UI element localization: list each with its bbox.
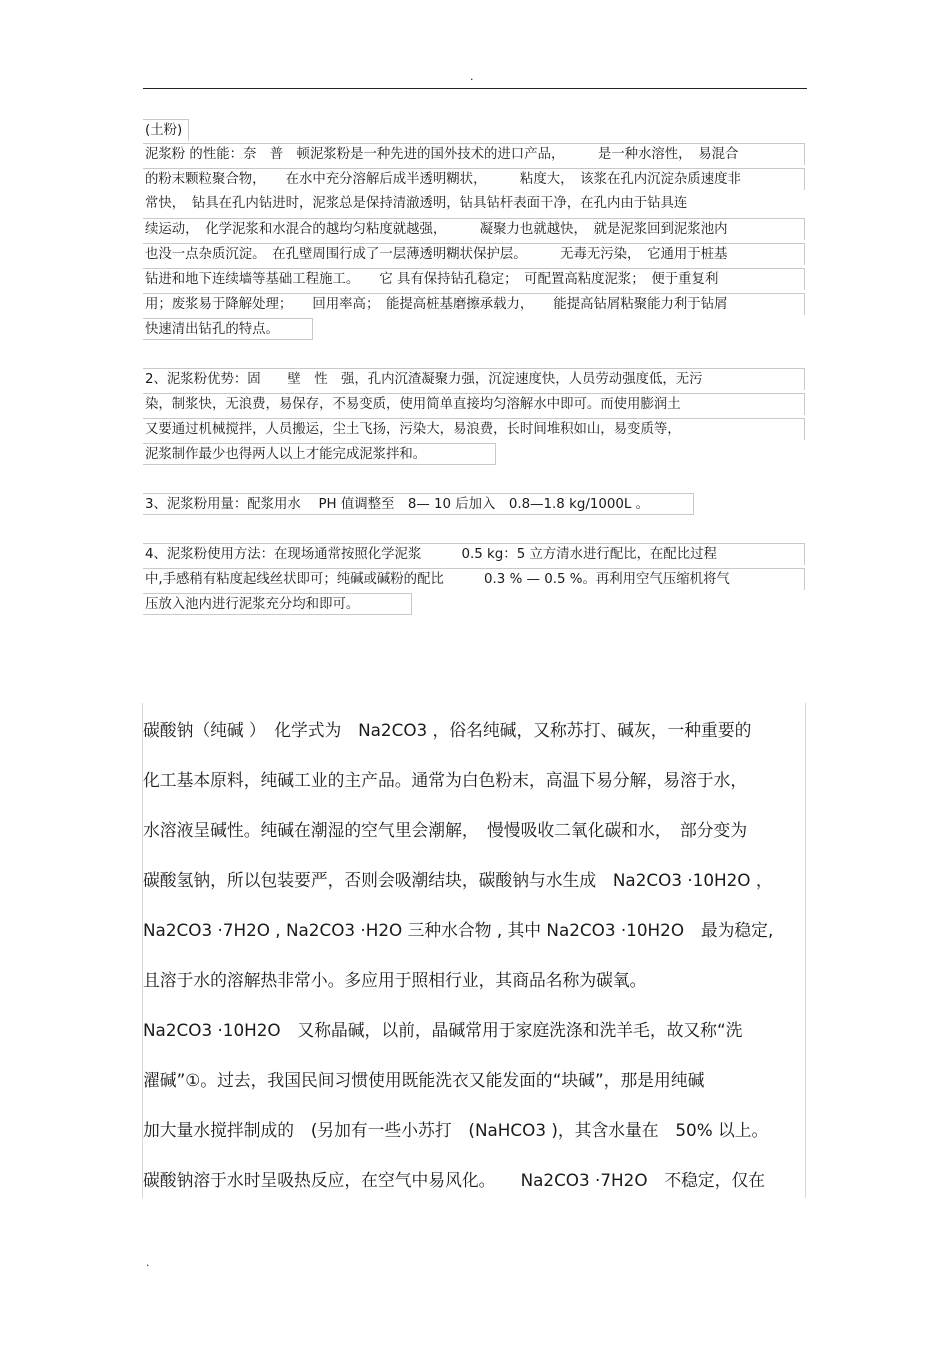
section4-line-1: 4、泥浆粉使用方法：在现场通常按照化学泥浆 0.5 kg：5 立方清水进行配比，在配比过程 xyxy=(143,543,805,565)
section2-line-3: 又要通过机械搅拌，人员搬运，尘土飞扬，污染大，易浪费，长时间堆积如山，易变质等， xyxy=(143,418,805,440)
section5-line-9: 加大量水搅拌制成的 (另加有一些小苏打 (NaHCO3 )，其含水量在 50% 以上。 xyxy=(143,1120,769,1140)
section5-line-6: 且溶于水的溶解热非常小。多应用于照相行业，其商品名称为碳氧。 xyxy=(143,970,647,990)
section1-line-5: 续运动， 化学泥浆和水混合的越均匀粘度就越强， 凝聚力也就越快， 就是泥浆回到泥浆池内 xyxy=(143,218,805,240)
section1-line-6: 也没一点杂质沉淀。 在孔壁周围行成了一层薄透明糊状保护层。 无毒无污染， 它通用于桩基 xyxy=(143,243,805,265)
section1-line-7: 钻进和地下连续墙等基础工程施工。 它 具有保持钻孔稳定； 可配置高粘度泥浆； 便于重复利 xyxy=(143,268,805,290)
section1-line-1: (土粉) xyxy=(143,119,189,141)
section5-line-5: Na2CO3 ·7H2O , Na2CO3 ·H2O 三种水合物 , 其中 Na2CO3 ·10H2O 最为稳定, xyxy=(143,920,774,940)
section1-line-2: 泥浆粉 的性能：奈 普 顿泥浆粉是一种先进的国外技术的进口产品， 是一种水溶性， 易混合 xyxy=(143,143,805,165)
section5-line-10: 碳酸钠溶于水时呈吸热反应，在空气中易风化。 Na2CO3 ·7H2O 不稳定，仅在 xyxy=(143,1170,766,1190)
footer-dot: . xyxy=(146,1256,150,1269)
header-rule xyxy=(143,88,807,89)
section5-line-3: 水溶液呈碱性。纯碱在潮湿的空气里会潮解， 慢慢吸收二氧化碳和水， 部分变为 xyxy=(143,820,748,840)
section2-line-4: 泥浆制作最少也得两人以上才能完成泥浆拌和。 xyxy=(143,443,496,465)
section4-line-3: 压放入池内进行泥浆充分均和即可。 xyxy=(143,593,412,615)
section1-line-8: 用；废浆易于降解处理； 回用率高； 能提高桩基磨擦承载力， 能提高钻屑粘聚能力利于钻屑 xyxy=(143,293,805,315)
section1-line-3: 的粉末颗粒聚合物， 在水中充分溶解后成半透明糊状， 粘度大， 该浆在孔内沉淀杂质速度非 xyxy=(143,168,805,190)
section2-line-1: 2、泥浆粉优势：固 壁 性 强，孔内沉渣凝聚力强，沉淀速度快，人员劳动强度低，无污 xyxy=(143,368,805,390)
section5-line-8: 濯碱”①。过去，我国民间习惯使用既能洗衣又能发面的“块碱”，那是用纯碱 xyxy=(143,1070,705,1090)
section5-line-1: 碳酸钠（纯碱 ） 化学式为 Na2CO3 ，俗名纯碱，又称苏打、碱灰，一种重要的 xyxy=(143,720,752,740)
section1-line-9: 快速清出钻孔的特点。 xyxy=(143,318,313,340)
section5-line-2: 化工基本原料，纯碱工业的主产品。通常为白色粉末，高温下易分解，易溶于水， xyxy=(143,770,748,790)
section1-line-4: 常快， 钻具在孔内钻进时，泥浆总是保持清澈透明，钻具钻杆表面干净，在孔内由于钻具连 xyxy=(145,196,688,211)
section4-line-2: 中,手感稍有粘度起线丝状即可；纯碱或碱粉的配比 0.3 % — 0.5 %。再利用空气压缩机将气 xyxy=(143,568,805,590)
section3-line-1: 3、泥浆粉用量：配浆用水 PH 值调整至 8— 10 后加入 0.8—1.8 kg/1000L 。 xyxy=(143,493,694,515)
header-dot: . xyxy=(470,70,474,83)
section5-line-7: Na2CO3 ·10H2O 又称晶碱，以前，晶碱常用于家庭洗涤和洗羊毛，故又称“洗 xyxy=(143,1020,743,1040)
section2-line-2: 染，制浆快，无浪费，易保存，不易变质，使用简单直接均匀溶解水中即可。而使用膨润土 xyxy=(143,393,805,415)
section5-line-4: 碳酸氢钠，所以包装要严，否则会吸潮结块，碳酸钠与水生成 Na2CO3 ·10H2O ， xyxy=(143,870,773,890)
